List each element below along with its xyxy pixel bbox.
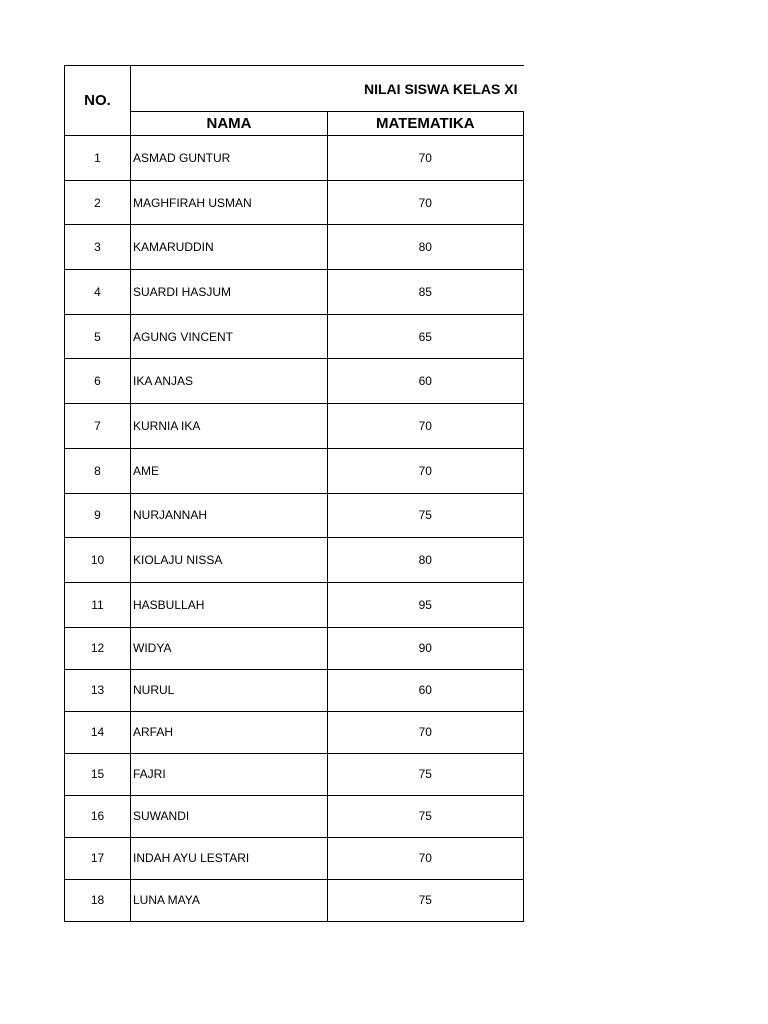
table-row <box>65 359 525 404</box>
row-no: 16 <box>65 795 131 837</box>
header-matematika: MATEMATIKA <box>328 112 524 136</box>
row-nama: AGUNG VINCENT <box>131 314 328 359</box>
table-row <box>65 711 525 753</box>
row-matematika: 80 <box>328 225 524 270</box>
row-matematika: 70 <box>328 136 524 181</box>
table-row <box>65 837 525 879</box>
row-cutoff <box>524 359 525 404</box>
row-nama: KAMARUDDIN <box>131 225 328 270</box>
row-no: 6 <box>65 359 131 404</box>
row-cutoff <box>524 669 525 711</box>
row-cutoff <box>524 136 525 181</box>
row-no: 10 <box>65 538 131 583</box>
row-cutoff <box>524 448 525 493</box>
table-row <box>65 879 525 921</box>
row-matematika: 70 <box>328 404 524 449</box>
row-nama: KURNIA IKA <box>131 404 328 449</box>
row-cutoff <box>524 582 525 627</box>
row-no: 4 <box>65 270 131 315</box>
table-row <box>65 314 525 359</box>
row-cutoff <box>524 837 525 879</box>
row-matematika: 70 <box>328 180 524 225</box>
table-body <box>65 136 525 922</box>
row-no: 7 <box>65 404 131 449</box>
row-cutoff <box>524 404 525 449</box>
row-no: 14 <box>65 711 131 753</box>
row-matematika: 90 <box>328 627 524 669</box>
row-cutoff <box>524 538 525 583</box>
row-no: 5 <box>65 314 131 359</box>
row-no: 9 <box>65 493 131 538</box>
row-matematika: 60 <box>328 669 524 711</box>
table-row <box>65 753 525 795</box>
row-cutoff <box>524 627 525 669</box>
table-row <box>65 669 525 711</box>
table-row <box>65 627 525 669</box>
row-nama: SUARDI HASJUM <box>131 270 328 315</box>
row-matematika: 70 <box>328 448 524 493</box>
header-nama: NAMA <box>131 112 328 136</box>
row-no: 8 <box>65 448 131 493</box>
row-no: 18 <box>65 879 131 921</box>
row-cutoff <box>524 180 525 225</box>
grades-table <box>64 65 524 922</box>
row-nama: FAJRI <box>131 753 328 795</box>
row-matematika: 70 <box>328 711 524 753</box>
table-row <box>65 448 525 493</box>
row-cutoff <box>524 879 525 921</box>
row-nama: IKA ANJAS <box>131 359 328 404</box>
row-no: 2 <box>65 180 131 225</box>
table-row <box>65 795 525 837</box>
row-no: 3 <box>65 225 131 270</box>
table-row <box>65 493 525 538</box>
table-row <box>65 270 525 315</box>
row-matematika: 80 <box>328 538 524 583</box>
row-matematika: 70 <box>328 837 524 879</box>
row-cutoff <box>524 753 525 795</box>
table-row <box>65 404 525 449</box>
row-matematika: 85 <box>328 270 524 315</box>
row-cutoff <box>524 795 525 837</box>
table-row <box>65 136 525 181</box>
row-nama: KIOLAJU NISSA <box>131 538 328 583</box>
row-nama: ASMAD GUNTUR <box>131 136 328 181</box>
row-nama: AME <box>131 448 328 493</box>
row-nama: NURJANNAH <box>131 493 328 538</box>
table-row <box>65 225 525 270</box>
row-no: 1 <box>65 136 131 181</box>
row-matematika: 75 <box>328 795 524 837</box>
row-matematika: 65 <box>328 314 524 359</box>
row-matematika: 60 <box>328 359 524 404</box>
row-cutoff <box>524 314 525 359</box>
table-row <box>65 538 525 583</box>
row-no: 13 <box>65 669 131 711</box>
row-cutoff <box>524 711 525 753</box>
row-nama: SUWANDI <box>131 795 328 837</box>
row-no: 11 <box>65 582 131 627</box>
row-no: 12 <box>65 627 131 669</box>
row-cutoff <box>524 493 525 538</box>
row-nama: INDAH AYU LESTARI <box>131 837 328 879</box>
table-row <box>65 180 525 225</box>
header-no: NO. <box>65 66 131 136</box>
row-nama: MAGHFIRAH USMAN <box>131 180 328 225</box>
header-cutoff <box>524 112 525 136</box>
row-nama: LUNA MAYA <box>131 879 328 921</box>
row-no: 17 <box>65 837 131 879</box>
table-row <box>65 582 525 627</box>
row-matematika: 75 <box>328 493 524 538</box>
row-no: 15 <box>65 753 131 795</box>
row-matematika: 75 <box>328 753 524 795</box>
grade-sheet <box>64 65 524 925</box>
row-nama: HASBULLAH <box>131 582 328 627</box>
row-matematika: 75 <box>328 879 524 921</box>
table-title: NILAI SISWA KELAS XI <box>131 66 525 112</box>
row-nama: WIDYA <box>131 627 328 669</box>
row-matematika: 95 <box>328 582 524 627</box>
row-cutoff <box>524 270 525 315</box>
row-nama: ARFAH <box>131 711 328 753</box>
row-cutoff <box>524 225 525 270</box>
row-nama: NURUL <box>131 669 328 711</box>
